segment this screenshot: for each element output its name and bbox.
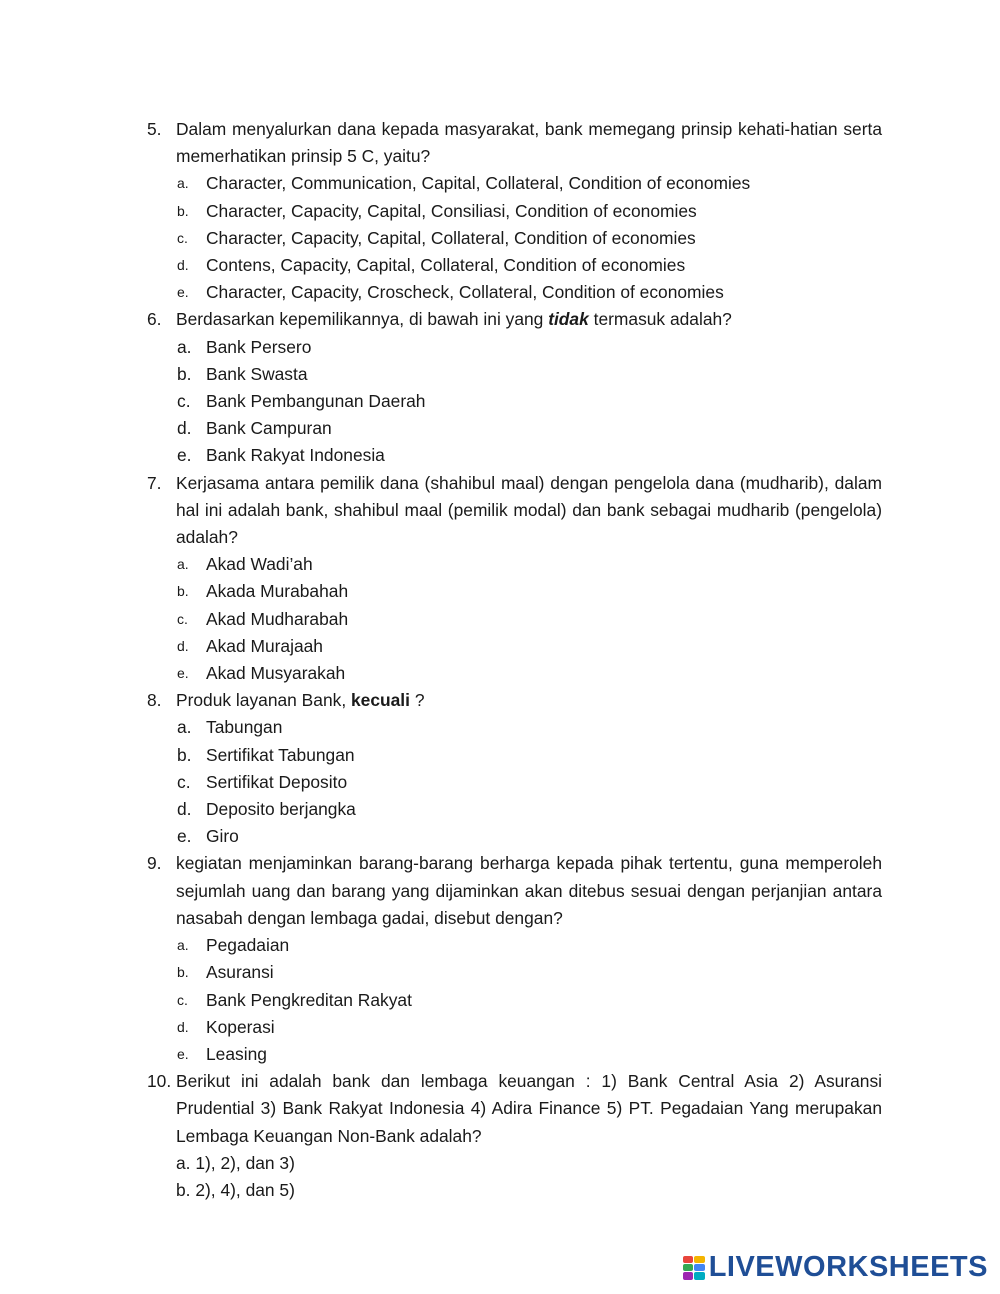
option-item[interactable]: a. Character, Communication, Capital, Collateral, Condition of economies — [177, 173, 751, 194]
option-item[interactable]: b. Character, Capacity, Capital, Consiliasi, Condition of economies — [177, 200, 697, 221]
liveworksheets-logo — [683, 1251, 988, 1284]
question-text: Dalam menyalurkan dana kepada masyarakat, bank memegang prinsip kehati-hatian serta memerhatikan prinsip 5 C, yaitu? — [176, 119, 882, 167]
option-item[interactable]: e. Leasing — [177, 1043, 267, 1064]
option-item[interactable]: b. Sertifikat Tabungan — [177, 744, 355, 765]
option-item[interactable]: c. Akad Mudharabah — [177, 608, 349, 629]
question-text: kegiatan menjaminkan barang-barang berharga kepada pihak tertentu, guna memperoleh sejumlah uang dan barang yang dijaminkan akan ditebus sesuai dengan perjanjian antara nasabah dengan lembaga gadai, disebut dengan? — [176, 853, 882, 928]
option-item[interactable]: a. Tabungan — [177, 717, 283, 738]
options-list — [0, 551, 1000, 687]
question-9 — [0, 850, 882, 932]
question-text: Berdasarkan kepemilikannya, di bawah ini yang tidak termasuk adalah? — [176, 309, 732, 330]
question-7 — [0, 470, 882, 552]
option-item[interactable]: c. Bank Pengkreditan Rakyat — [177, 989, 412, 1010]
worksheet-page — [0, 116, 1000, 1204]
question-number: 5. — [147, 119, 162, 139]
options-list — [0, 932, 1000, 1068]
options-list — [0, 714, 1000, 850]
question-number: 7. — [147, 472, 162, 493]
logo-tile — [694, 1256, 705, 1263]
option-item[interactable]: a. Bank Persero — [177, 336, 312, 357]
option-item[interactable]: d. Bank Campuran — [177, 418, 332, 439]
option-item[interactable]: e. Akad Musyarakah — [177, 663, 346, 684]
question-text: Produk layanan Bank, kecuali ? — [176, 690, 425, 711]
logo-text: LIVEWORKSHEETS — [708, 1251, 988, 1283]
logo-tile — [683, 1272, 694, 1279]
question-5 — [0, 116, 882, 170]
option-item[interactable]: c. Bank Pembangunan Daerah — [177, 391, 426, 412]
question-number: 8. — [147, 690, 162, 711]
question-text: Berikut ini adalah bank dan lembaga keuangan : 1) Bank Central Asia 2) Asuransi Prudential 3) Bank Rakyat Indonesia 4) Adira Finance 5) PT. Pegadaian Yang merupakan Lembaga Keuangan Non-Bank adalah? — [176, 1071, 882, 1146]
option-item[interactable]: c. Character, Capacity, Capital, Collateral, Condition of economies — [177, 227, 696, 248]
question-number: 6. — [147, 309, 162, 330]
question-text: Kerjasama antara pemilik dana (shahibul maal) dengan pengelola dana (mudharib), dalam hal ini adalah bank, shahibul maal (pemilik modal) dan bank sebagai mudharib (pengelola) adalah? — [176, 472, 882, 548]
question-10 — [0, 1068, 882, 1150]
logo-tile — [694, 1264, 705, 1271]
option-item[interactable]: a. Akad Wadi’ah — [177, 554, 313, 575]
options-list — [0, 334, 1000, 470]
option-item[interactable]: d. Deposito berjangka — [177, 799, 356, 820]
option-item[interactable]: a. Pegadaian — [177, 935, 290, 956]
question-6 — [0, 306, 882, 333]
option-item[interactable]: d. Akad Murajaah — [177, 635, 323, 656]
option-item[interactable]: b. 2), 4), dan 5) — [176, 1179, 295, 1200]
option-item[interactable]: b. Asuransi — [177, 962, 274, 983]
option-item[interactable]: b. Akada Murabahah — [177, 581, 349, 602]
option-item[interactable]: d. Contens, Capacity, Capital, Collateral, Condition of economies — [177, 255, 686, 276]
option-item[interactable]: e. Giro — [177, 826, 239, 847]
option-item[interactable]: d. Koperasi — [177, 1016, 275, 1037]
question-8 — [0, 687, 882, 714]
question-number: 10. — [147, 1071, 172, 1092]
options-list — [0, 1150, 1000, 1204]
emphasis-word: kecuali — [351, 690, 410, 711]
logo-mark-icon — [683, 1256, 705, 1280]
option-item[interactable]: b. Bank Swasta — [177, 363, 308, 384]
option-item[interactable]: e. Bank Rakyat Indonesia — [177, 445, 385, 466]
option-item[interactable]: c. Sertifikat Deposito — [177, 771, 348, 792]
options-list — [0, 170, 1000, 306]
option-item[interactable]: e. Character, Capacity, Croscheck, Collateral, Condition of economies — [177, 282, 724, 303]
logo-tile — [683, 1264, 694, 1271]
question-number: 9. — [147, 853, 162, 874]
logo-tile — [683, 1256, 694, 1263]
logo-tile — [694, 1272, 705, 1279]
emphasis-word: tidak — [548, 309, 589, 330]
option-item[interactable]: a. 1), 2), dan 3) — [176, 1152, 295, 1173]
